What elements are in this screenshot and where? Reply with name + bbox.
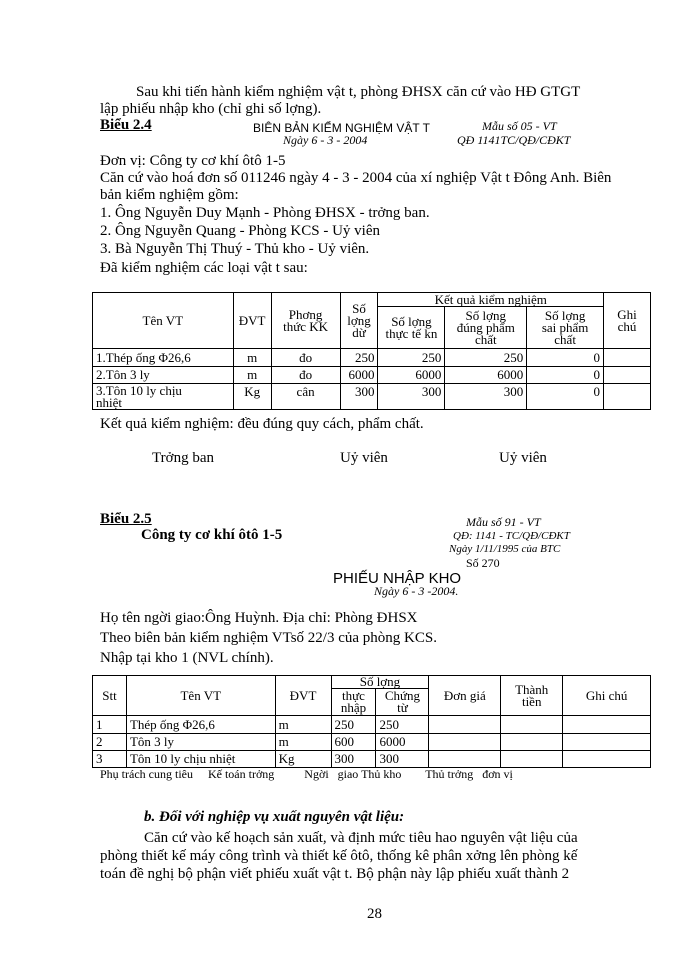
header-note: Ghi chú [563,676,651,716]
table-row [93,751,651,768]
cell-amount [501,751,563,768]
cell-actual: 300 [331,751,376,768]
header-stt: Stt [93,676,127,716]
receipt-date: Ngày 6 - 3 -2004. [374,584,459,598]
section-b-heading: b. Đối với nghiệp vụ xuất nguyên vật liệu: [144,809,405,825]
cell-note [604,367,651,384]
cell-actual: 300 [378,384,445,410]
bieu-2-5-decision-date: Ngày 1/11/1995 của BTC [449,543,561,555]
basis-line-1: Căn cứ vào hoá đơn số 011246 ngày 4 - 3 - 2004 của xí nghiệp Vật t Đông Anh. Biên [100,170,612,186]
header-unit: ĐVT [233,293,271,349]
cell-amount [501,716,563,734]
cell-wrong: 0 [527,349,604,367]
bieu-2-4-title: BIÊN BẢN KIỂM NGHIỆM VẬT T [253,121,430,135]
cell-voucher: 300 [376,751,429,768]
receipt-number: Số 270 [466,556,500,570]
header-quantity: Số lợng [331,676,429,689]
cell-price [429,734,501,751]
section-b-line-3: toán đề nghị bộ phận viết phiếu xuất vật t. Bộ phận này lập phiếu xuất thành 2 [100,866,570,882]
section-b-line-2: phòng thiết kế máy công trình và thiết kế ôtô, thống kê phân xởng lên phòng kế [100,848,578,864]
cell-name: Thép ống Φ26,6 [126,716,275,734]
cell-amount [501,734,563,751]
header-name: Tên VT [93,293,234,349]
cell-actual: 250 [378,349,445,367]
header-note: Ghi chú [604,293,651,349]
receipt-title: PHIẾU NHẬP KHO [333,570,462,587]
header-name: Tên VT [126,676,275,716]
receipt-signatures: Phụ trách cung tiêu Kế toán trởng Ngời giao Thủ kho Thủ trởng đơn vị [100,767,513,781]
header-price: Đơn giá [429,676,501,716]
cell-unit: m [233,367,271,384]
cell-wrong: 0 [527,367,604,384]
cell-name: 3.Tôn 10 ly chịu nhiệt [93,384,234,410]
cell-voucher: 300 [340,384,378,410]
warehouse-line: Nhập tại kho 1 (NVL chính). [100,650,274,666]
bieu-2-4-date: Ngày 6 - 3 - 2004 [283,133,368,147]
cell-name: 2.Tôn 3 ly [93,367,234,384]
header-voucher: Chứng từ [376,689,429,716]
section-b-line-1: Căn cứ vào kế hoạch sản xuất, và định mức tiêu hao nguyên vật liệu của [144,830,578,846]
cell-price [429,751,501,768]
deliverer-line: Họ tên ngời giao:Ông Huỳnh. Địa chỉ: Phòng ĐHSX [100,610,418,626]
cell-note [604,384,651,410]
inspection-result: Kết quả kiểm nghiệm: đều đúng quy cách, phẩm chất. [100,416,424,432]
header-actual: thực nhập [331,689,376,716]
cell-note [604,349,651,367]
header-amount: Thành tiền [501,676,563,716]
cell-wrong: 0 [527,384,604,410]
cell-unit: m [275,716,331,734]
cell-actual: 250 [331,716,376,734]
basis-line-2: bản kiểm nghiệm gồm: [100,187,239,203]
unit-line: Đơn vị: Công ty cơ khí ôtô 1-5 [100,153,286,169]
intro-line-2: lập phiếu nhập kho (chỉ ghi số lợng). [100,101,322,117]
table-row [93,367,651,384]
cell-name: Tôn 3 ly [126,734,275,751]
cell-voucher: 250 [340,349,378,367]
cell-price [429,716,501,734]
receipt-table [92,675,651,768]
cell-unit: Kg [275,751,331,768]
member-1: 1. Ông Nguyễn Duy Mạnh - Phòng ĐHSX - trởng ban. [100,205,430,221]
cell-actual: 600 [331,734,376,751]
cell-correct: 6000 [445,367,527,384]
bieu-2-5-decision: QĐ: 1141 - TC/QĐ/CĐKT [453,530,570,542]
header-voucher: Số lợng dừ [340,293,378,349]
cell-note [563,734,651,751]
header-unit: ĐVT [275,676,331,716]
checked-line: Đã kiểm nghiệm các loại vật t sau: [100,260,308,276]
cell-correct: 250 [445,349,527,367]
cell-stt: 3 [93,751,127,768]
cell-voucher: 250 [376,716,429,734]
inspection-table [92,292,651,410]
cell-unit: m [233,349,271,367]
cell-actual: 6000 [378,367,445,384]
member-3: 3. Bà Nguyễn Thị Thuý - Thủ kho - Uỷ viên. [100,241,370,257]
member-2: 2. Ông Nguyễn Quang - Phòng KCS - Uỷ viên [100,223,380,239]
table-row [93,349,651,367]
cell-stt: 1 [93,716,127,734]
cell-method: đo [271,349,340,367]
cell-method: cân [271,384,340,410]
cell-correct: 300 [445,384,527,410]
cell-stt: 2 [93,734,127,751]
cell-voucher: 6000 [376,734,429,751]
signature-head: Trởng ban [152,450,214,466]
table-row [93,734,651,751]
bieu-2-4-decision: QĐ 1141TC/QĐ/CĐKT [457,133,571,147]
according-line: Theo biên bản kiểm nghiệm VTsố 22/3 của phòng KCS. [100,630,437,646]
cell-note [563,716,651,734]
bieu-2-5-label: Biểu 2.5 [100,511,152,527]
table-row [93,716,651,734]
cell-unit: m [275,734,331,751]
header-correct: Số lợng đúng phẩm chất [445,307,527,349]
header-method: Phơng thức KK [271,293,340,349]
cell-voucher: 6000 [340,367,378,384]
cell-name: 1.Thép ống Φ26,6 [93,349,234,367]
table-row [93,384,651,410]
bieu-2-4-form-no: Mẫu số 05 - VT [482,119,557,133]
bieu-2-5-form-no: Mẫu số 91 - VT [466,515,541,529]
signature-member-2: Uỷ viên [499,450,547,466]
cell-name: Tôn 10 ly chịu nhiệt [126,751,275,768]
cell-note [563,751,651,768]
bieu-2-5-company: Công ty cơ khí ôtô 1-5 [141,527,283,543]
signature-member-1: Uỷ viên [340,450,388,466]
page-number: 28 [367,906,382,922]
header-wrong: Số lợng sai phẩm chất [527,307,604,349]
bieu-2-4-label: Biểu 2.4 [100,117,152,133]
header-result: Kết quả kiểm nghiệm [378,293,604,307]
header-actual: Số lợng thực tế kn [378,307,445,349]
intro-line-1: Sau khi tiến hành kiểm nghiệm vật t, phòng ĐHSX căn cứ vào HĐ GTGT [136,84,581,100]
cell-unit: Kg [233,384,271,410]
cell-method: đo [271,367,340,384]
